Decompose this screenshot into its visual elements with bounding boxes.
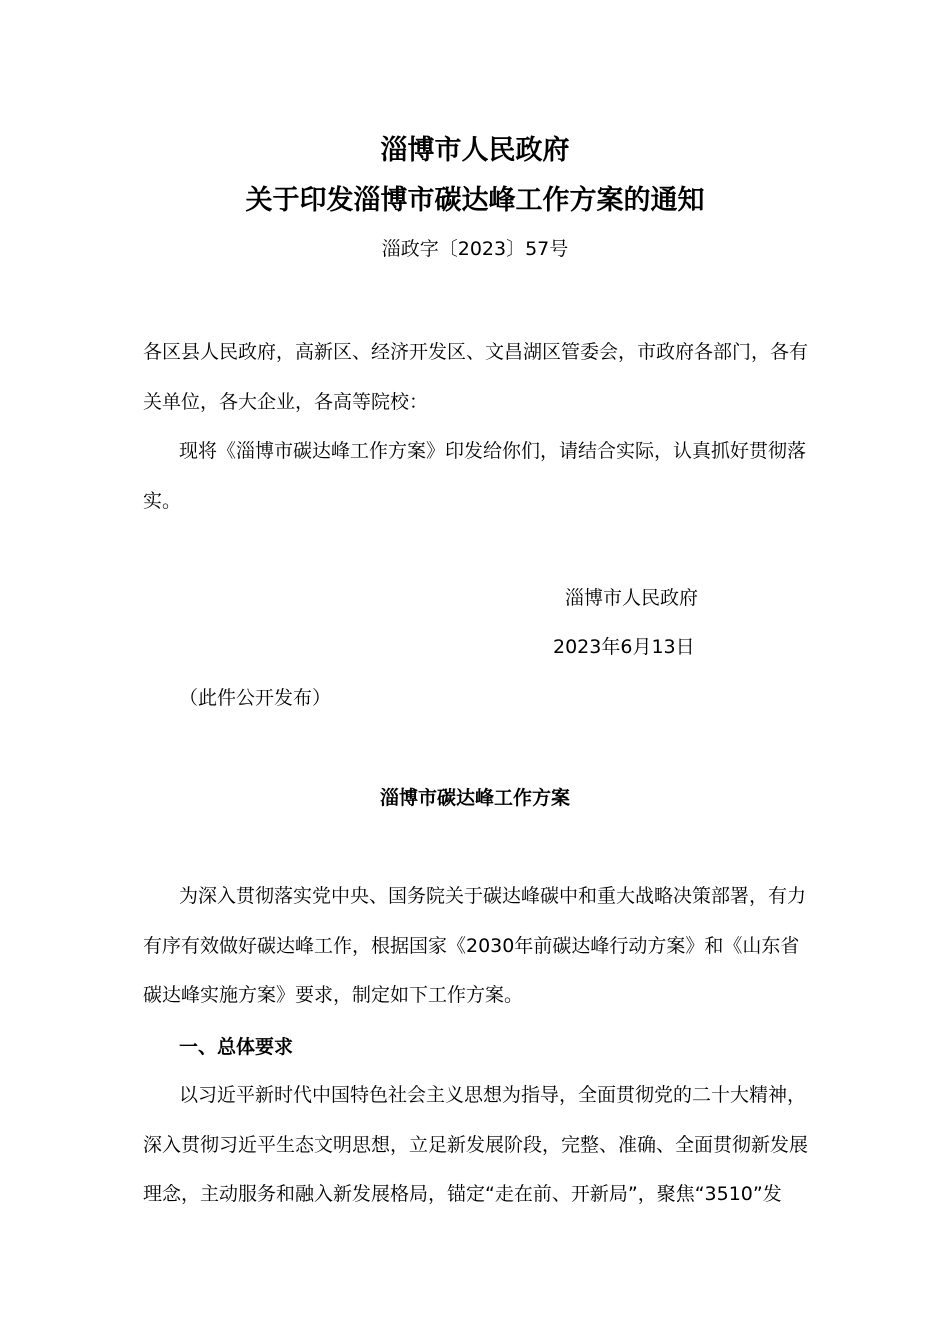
document-title-line2: 关于印发淄博市碳达峰工作方案的通知	[245, 185, 705, 216]
plan-title: 淄博市碳达峰工作方案	[379, 787, 570, 809]
section-paragraph: 以习近平新时代中国特色社会主义思想为指导，全面贯彻党的二十大精神，深入贯彻习近平生态文明思想，立足新发展阶段，完整、准确、全面贯彻新发展理念，主动服务和融入新发展格局，锚定“走在前、开新局”，聚焦“3510”发	[143, 1084, 809, 1206]
addressee: 各区县人民政府，高新区、经济开发区、文昌湖区管委会，市政府各部门，各有关单位，各大企业，各高等院校：	[143, 341, 809, 413]
section-heading: 一、总体要求	[179, 1036, 294, 1058]
notice-body: 现将《淄博市碳达峰工作方案》印发给你们，请结合实际，认真抓好贯彻落实。	[143, 440, 807, 512]
signature-date: 2023年6月13日	[553, 636, 695, 658]
plan-intro-paragraph: 为深入贯彻落实党中央、国务院关于碳达峰碳中和重大战略决策部署，有力有序有效做好碳达峰工作，根据国家《2030年前碳达峰行动方案》和《山东省碳达峰实施方案》要求，制定如下工作方案。	[143, 885, 807, 1007]
document-number: 淄政字〔2023〕57号	[381, 238, 569, 260]
signature-organization: 淄博市人民政府	[565, 587, 699, 609]
public-release-note: （此件公开发布）	[179, 687, 332, 709]
document-title-line1: 淄博市人民政府	[380, 135, 570, 166]
